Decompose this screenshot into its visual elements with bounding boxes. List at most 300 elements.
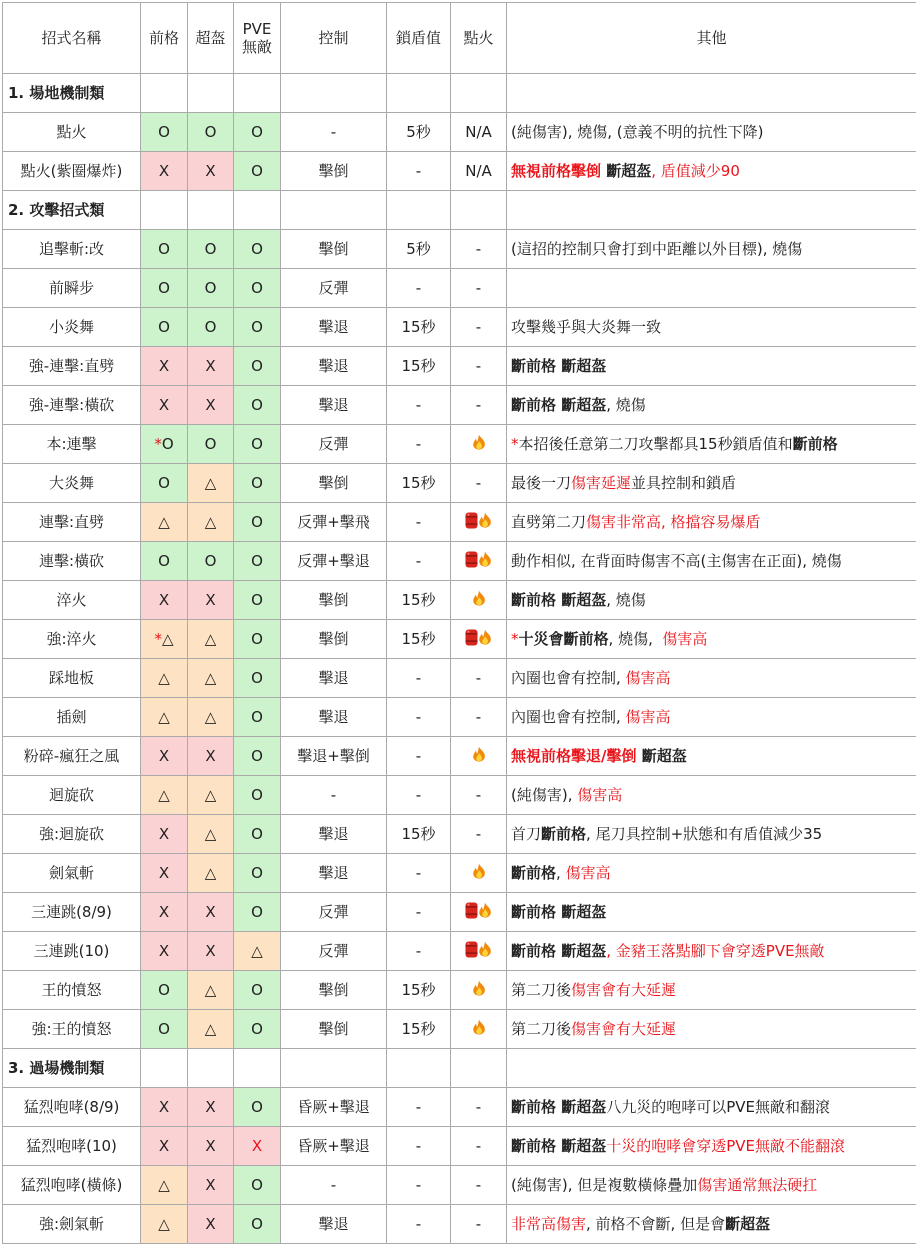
armor-value: X xyxy=(205,357,215,375)
empty-cell xyxy=(188,74,234,113)
front-value: X xyxy=(159,162,169,180)
footnote-star: * xyxy=(154,630,162,648)
armor-value: O xyxy=(205,240,217,258)
front-value: X xyxy=(159,942,169,960)
lock-cell xyxy=(387,269,451,308)
skill-name: 本:連擊 xyxy=(3,425,141,464)
fire-icon xyxy=(472,980,486,1000)
ignite-cell xyxy=(451,113,507,152)
control-cell xyxy=(281,776,387,815)
pve-cell xyxy=(234,152,281,191)
note-segment: 傷害高 xyxy=(662,630,707,648)
fire-icon xyxy=(478,941,492,961)
pve-cell xyxy=(234,1010,281,1049)
table-row xyxy=(3,464,916,503)
other-notes xyxy=(507,620,916,659)
note-segment: 斷超盔 xyxy=(642,747,687,765)
ignite-cell xyxy=(451,581,507,620)
other-notes xyxy=(507,581,916,620)
lock-cell xyxy=(387,1010,451,1049)
empty-cell xyxy=(281,74,387,113)
pve-value: O xyxy=(251,474,263,492)
empty-cell xyxy=(188,191,234,230)
front-value: X xyxy=(159,396,169,414)
note-segment: 傷害高 xyxy=(626,669,671,687)
pve-cell xyxy=(234,1127,281,1166)
lock-cell xyxy=(387,503,451,542)
front-cell xyxy=(141,113,188,152)
front-cell xyxy=(141,776,188,815)
note-segment: 斷前格 xyxy=(511,864,556,882)
control-cell xyxy=(281,971,387,1010)
category-title: 3. 過場機制類 xyxy=(3,1049,141,1088)
empty-cell xyxy=(234,1049,281,1088)
barrel-icon xyxy=(465,629,478,650)
note-segment: , 尾刀具控制+狀態和有盾值減少35 xyxy=(586,825,822,843)
ignite-value: - xyxy=(476,474,481,492)
note-segment: 無視前格擊倒 xyxy=(511,162,606,180)
fire-icon xyxy=(478,512,492,532)
ignite-cell xyxy=(451,1166,507,1205)
lock-value: 5秒 xyxy=(406,123,431,141)
note-segment: (純傷害), 燒傷, (意義不明的抗性下降) xyxy=(511,123,763,141)
other-notes xyxy=(507,503,916,542)
control-cell xyxy=(281,425,387,464)
armor-cell xyxy=(188,854,234,893)
category-title: 2. 攻擊招式類 xyxy=(3,191,141,230)
note-segment: 傷害高 xyxy=(626,708,671,726)
empty-cell xyxy=(451,1049,507,1088)
ignite-cell xyxy=(451,386,507,425)
lock-cell xyxy=(387,425,451,464)
armor-value: O xyxy=(205,552,217,570)
other-notes xyxy=(507,308,916,347)
ignite-value: N/A xyxy=(465,162,492,180)
front-cell xyxy=(141,269,188,308)
empty-cell xyxy=(188,1049,234,1088)
fire-icon xyxy=(472,863,486,883)
ignite-cell xyxy=(451,620,507,659)
control-value: 反彈 xyxy=(318,903,348,921)
note-segment: , xyxy=(556,864,566,882)
front-cell xyxy=(141,308,188,347)
front-value: X xyxy=(159,357,169,375)
ignite-value: - xyxy=(476,396,481,414)
ignite-cell xyxy=(451,464,507,503)
control-value: 擊退 xyxy=(318,357,348,375)
note-segment: 斷前格 斷超盔 xyxy=(511,942,606,960)
pve-value: O xyxy=(251,903,263,921)
control-value: 擊退 xyxy=(318,318,348,336)
ignite-value: - xyxy=(476,1137,481,1155)
front-value: X xyxy=(159,591,169,609)
lock-value: 15秒 xyxy=(401,630,435,648)
pve-cell xyxy=(234,113,281,152)
control-cell xyxy=(281,854,387,893)
other-notes xyxy=(507,1127,916,1166)
armor-cell xyxy=(188,542,234,581)
note-segment: 斷前格 斷超盔 xyxy=(511,1098,606,1116)
control-value: 擊倒 xyxy=(318,1020,348,1038)
skill-name: 迴旋砍 xyxy=(3,776,141,815)
other-notes xyxy=(507,269,916,308)
lock-value: 15秒 xyxy=(401,825,435,843)
front-value: O xyxy=(162,435,174,453)
ignite-cell xyxy=(451,698,507,737)
ignite-value: - xyxy=(476,825,481,843)
control-cell xyxy=(281,1088,387,1127)
control-cell xyxy=(281,1166,387,1205)
lock-cell xyxy=(387,854,451,893)
armor-cell xyxy=(188,737,234,776)
armor-value: △ xyxy=(205,864,217,882)
note-segment: , 燒傷 xyxy=(606,591,646,609)
armor-cell xyxy=(188,230,234,269)
armor-value: △ xyxy=(205,708,217,726)
lock-cell xyxy=(387,932,451,971)
other-notes xyxy=(507,815,916,854)
note-segment: 斷前格 xyxy=(793,435,838,453)
note-segment: * xyxy=(511,630,519,648)
control-value: 擊退 xyxy=(318,825,348,843)
table-row xyxy=(3,854,916,893)
front-cell xyxy=(141,425,188,464)
pve-cell xyxy=(234,386,281,425)
control-cell xyxy=(281,893,387,932)
front-cell xyxy=(141,230,188,269)
lock-value: - xyxy=(416,786,421,804)
other-notes xyxy=(507,737,916,776)
table-row xyxy=(3,776,916,815)
control-value: 反彈 xyxy=(318,942,348,960)
control-cell xyxy=(281,1205,387,1244)
skill-name: 追擊斬:改 xyxy=(3,230,141,269)
control-cell xyxy=(281,542,387,581)
control-value: 反彈+擊退 xyxy=(297,552,370,570)
lock-value: - xyxy=(416,1098,421,1116)
header-other: 其他 xyxy=(507,3,916,74)
table-row xyxy=(3,932,916,971)
pve-value: O xyxy=(251,1098,263,1116)
control-cell xyxy=(281,581,387,620)
armor-value: X xyxy=(205,1098,215,1116)
armor-cell xyxy=(188,815,234,854)
skill-table xyxy=(2,2,916,1244)
lock-cell xyxy=(387,776,451,815)
lock-value: 15秒 xyxy=(401,318,435,336)
other-notes xyxy=(507,659,916,698)
skill-name: 三連跳(8/9) xyxy=(3,893,141,932)
front-cell xyxy=(141,542,188,581)
control-cell xyxy=(281,308,387,347)
front-value: △ xyxy=(158,708,170,726)
front-value: △ xyxy=(162,630,174,648)
lock-value: - xyxy=(416,552,421,570)
fire-icon xyxy=(472,590,486,610)
pve-cell xyxy=(234,308,281,347)
pve-value: O xyxy=(251,1020,263,1038)
armor-value: X xyxy=(205,903,215,921)
front-value: △ xyxy=(158,786,170,804)
front-cell xyxy=(141,620,188,659)
other-notes xyxy=(507,1088,916,1127)
armor-cell xyxy=(188,1205,234,1244)
armor-cell xyxy=(188,386,234,425)
armor-cell xyxy=(188,620,234,659)
note-segment: 傷害通常無法硬扛 xyxy=(697,1176,817,1194)
table-row xyxy=(3,347,916,386)
ignite-cell xyxy=(451,815,507,854)
skill-name: 強:王的憤怒 xyxy=(3,1010,141,1049)
armor-value: △ xyxy=(205,981,217,999)
front-cell xyxy=(141,1088,188,1127)
ignite-cell xyxy=(451,737,507,776)
front-cell xyxy=(141,698,188,737)
control-cell xyxy=(281,269,387,308)
note-segment: 傷害會有大延遲 xyxy=(571,1020,676,1038)
pve-cell xyxy=(234,1166,281,1205)
skill-name: 連擊:直劈 xyxy=(3,503,141,542)
pve-value: O xyxy=(251,513,263,531)
pve-cell xyxy=(234,932,281,971)
lock-value: 5秒 xyxy=(406,240,431,258)
front-value: X xyxy=(159,864,169,882)
armor-value: X xyxy=(205,1176,215,1194)
note-segment: 攻擊幾乎與大炎舞一致 xyxy=(511,318,661,336)
control-cell xyxy=(281,503,387,542)
table-row xyxy=(3,503,916,542)
ignite-value: - xyxy=(476,357,481,375)
pve-cell xyxy=(234,776,281,815)
table-row xyxy=(3,893,916,932)
table-row xyxy=(3,1088,916,1127)
ignite-value: - xyxy=(476,240,481,258)
note-segment: 傷害延遲 xyxy=(571,474,631,492)
control-cell xyxy=(281,932,387,971)
armor-value: △ xyxy=(205,669,217,687)
skill-name: 三連跳(10) xyxy=(3,932,141,971)
pve-cell xyxy=(234,581,281,620)
front-value: X xyxy=(159,1098,169,1116)
armor-value: X xyxy=(205,591,215,609)
control-cell xyxy=(281,620,387,659)
empty-cell xyxy=(234,191,281,230)
lock-value: 15秒 xyxy=(401,591,435,609)
barrel-icon xyxy=(465,551,478,572)
note-segment: 傷害高 xyxy=(577,786,622,804)
category-row xyxy=(3,191,916,230)
lock-value: - xyxy=(416,1215,421,1233)
skill-name: 強:淬火 xyxy=(3,620,141,659)
other-notes xyxy=(507,1010,916,1049)
front-cell xyxy=(141,1010,188,1049)
armor-cell xyxy=(188,308,234,347)
ignite-cell xyxy=(451,347,507,386)
front-value: X xyxy=(159,1137,169,1155)
front-cell xyxy=(141,152,188,191)
front-cell xyxy=(141,347,188,386)
table-row xyxy=(3,542,916,581)
ignite-value: - xyxy=(476,708,481,726)
control-value: 擊退 xyxy=(318,1215,348,1233)
skill-name: 插劍 xyxy=(3,698,141,737)
skill-name: 猛烈咆哮(橫條) xyxy=(3,1166,141,1205)
pve-cell xyxy=(234,659,281,698)
control-cell xyxy=(281,464,387,503)
armor-cell xyxy=(188,932,234,971)
empty-cell xyxy=(281,1049,387,1088)
table-row xyxy=(3,815,916,854)
pve-value: O xyxy=(251,1215,263,1233)
note-segment: 本招後任意第二刀攻擊都具15秒鎖盾值和 xyxy=(519,435,793,453)
note-segment: * xyxy=(511,435,519,453)
lock-value: - xyxy=(416,669,421,687)
lock-value: - xyxy=(416,279,421,297)
armor-cell xyxy=(188,1127,234,1166)
header-lock: 鎖盾值 xyxy=(387,3,451,74)
pve-value: O xyxy=(251,864,263,882)
armor-cell xyxy=(188,971,234,1010)
ignite-cell xyxy=(451,308,507,347)
lock-cell xyxy=(387,308,451,347)
armor-cell xyxy=(188,1166,234,1205)
lock-value: - xyxy=(416,708,421,726)
skill-name: 點火 xyxy=(3,113,141,152)
control-value: - xyxy=(331,786,336,804)
note-segment: 傷害非常高, 格擋容易爆盾 xyxy=(586,513,761,531)
front-cell xyxy=(141,971,188,1010)
other-notes xyxy=(507,230,916,269)
table-row xyxy=(3,386,916,425)
control-cell xyxy=(281,659,387,698)
skill-name: 猛烈咆哮(10) xyxy=(3,1127,141,1166)
armor-cell xyxy=(188,776,234,815)
table-row xyxy=(3,620,916,659)
skill-name: 王的憤怒 xyxy=(3,971,141,1010)
control-value: 擊倒 xyxy=(318,630,348,648)
table-row xyxy=(3,1127,916,1166)
armor-cell xyxy=(188,425,234,464)
pve-value: △ xyxy=(251,942,263,960)
header-armor: 超盔 xyxy=(188,3,234,74)
empty-cell xyxy=(507,1049,916,1088)
note-segment: , 金豬王落點腳下會穿透PVE無敵 xyxy=(606,942,824,960)
category-row xyxy=(3,74,916,113)
other-notes xyxy=(507,542,916,581)
table-row xyxy=(3,1166,916,1205)
table-row xyxy=(3,737,916,776)
pve-value: O xyxy=(251,825,263,843)
armor-value: X xyxy=(205,1215,215,1233)
table-row xyxy=(3,581,916,620)
ignite-cell xyxy=(451,425,507,464)
table-row xyxy=(3,308,916,347)
front-cell xyxy=(141,893,188,932)
lock-value: - xyxy=(416,747,421,765)
table-row xyxy=(3,113,916,152)
front-value: X xyxy=(159,747,169,765)
armor-value: X xyxy=(205,747,215,765)
table-body xyxy=(3,74,916,1244)
lock-cell xyxy=(387,1127,451,1166)
note-segment: 十災會 xyxy=(519,630,564,648)
other-notes xyxy=(507,1205,916,1244)
ignite-cell xyxy=(451,971,507,1010)
note-segment: , 盾值減少90 xyxy=(651,162,740,180)
table-row xyxy=(3,152,916,191)
ignite-cell xyxy=(451,269,507,308)
other-notes xyxy=(507,932,916,971)
control-value: 反彈 xyxy=(318,279,348,297)
armor-cell xyxy=(188,698,234,737)
other-notes xyxy=(507,386,916,425)
header-pve-top: PVE xyxy=(243,20,272,38)
pve-value: O xyxy=(251,669,263,687)
note-segment: 斷前格 斷超盔 xyxy=(511,357,606,375)
control-value: 反彈+擊飛 xyxy=(297,513,370,531)
front-value: △ xyxy=(158,1176,170,1194)
pve-cell xyxy=(234,854,281,893)
lock-value: - xyxy=(416,1176,421,1194)
ignite-cell xyxy=(451,1127,507,1166)
header-row xyxy=(3,3,916,74)
front-cell xyxy=(141,1166,188,1205)
armor-cell xyxy=(188,113,234,152)
ignite-value: - xyxy=(476,669,481,687)
armor-value: X xyxy=(205,1137,215,1155)
skill-name: 淬火 xyxy=(3,581,141,620)
note-segment: 斷前格 斷超盔 xyxy=(511,591,606,609)
note-segment: (純傷害), xyxy=(511,786,577,804)
lock-cell xyxy=(387,620,451,659)
control-value: 擊退 xyxy=(318,864,348,882)
armor-value: △ xyxy=(205,474,217,492)
other-notes xyxy=(507,113,916,152)
armor-value: O xyxy=(205,318,217,336)
ignite-value: - xyxy=(476,318,481,336)
control-value: 擊倒 xyxy=(318,591,348,609)
front-value: O xyxy=(158,240,170,258)
empty-cell xyxy=(141,74,188,113)
front-cell xyxy=(141,659,188,698)
pve-cell xyxy=(234,1088,281,1127)
front-value: O xyxy=(158,474,170,492)
armor-cell xyxy=(188,659,234,698)
pve-cell xyxy=(234,425,281,464)
other-notes xyxy=(507,776,916,815)
empty-cell xyxy=(234,74,281,113)
empty-cell xyxy=(281,191,387,230)
other-notes xyxy=(507,854,916,893)
armor-cell xyxy=(188,581,234,620)
control-value: 擊倒 xyxy=(318,474,348,492)
front-cell xyxy=(141,581,188,620)
control-value: 擊退+擊倒 xyxy=(297,747,370,765)
lock-cell xyxy=(387,971,451,1010)
note-segment: 內圈也會有控制, xyxy=(511,669,626,687)
armor-cell xyxy=(188,347,234,386)
lock-value: - xyxy=(416,942,421,960)
other-notes xyxy=(507,971,916,1010)
control-value: 擊退 xyxy=(318,708,348,726)
note-segment: 斷前格 斷超盔 xyxy=(511,1137,606,1155)
header-pve-bottom: 無敵 xyxy=(242,38,272,56)
pve-value: O xyxy=(251,318,263,336)
header-front: 前格 xyxy=(141,3,188,74)
table-row xyxy=(3,269,916,308)
skill-name: 強-連擊:橫砍 xyxy=(3,386,141,425)
pve-value: O xyxy=(251,123,263,141)
